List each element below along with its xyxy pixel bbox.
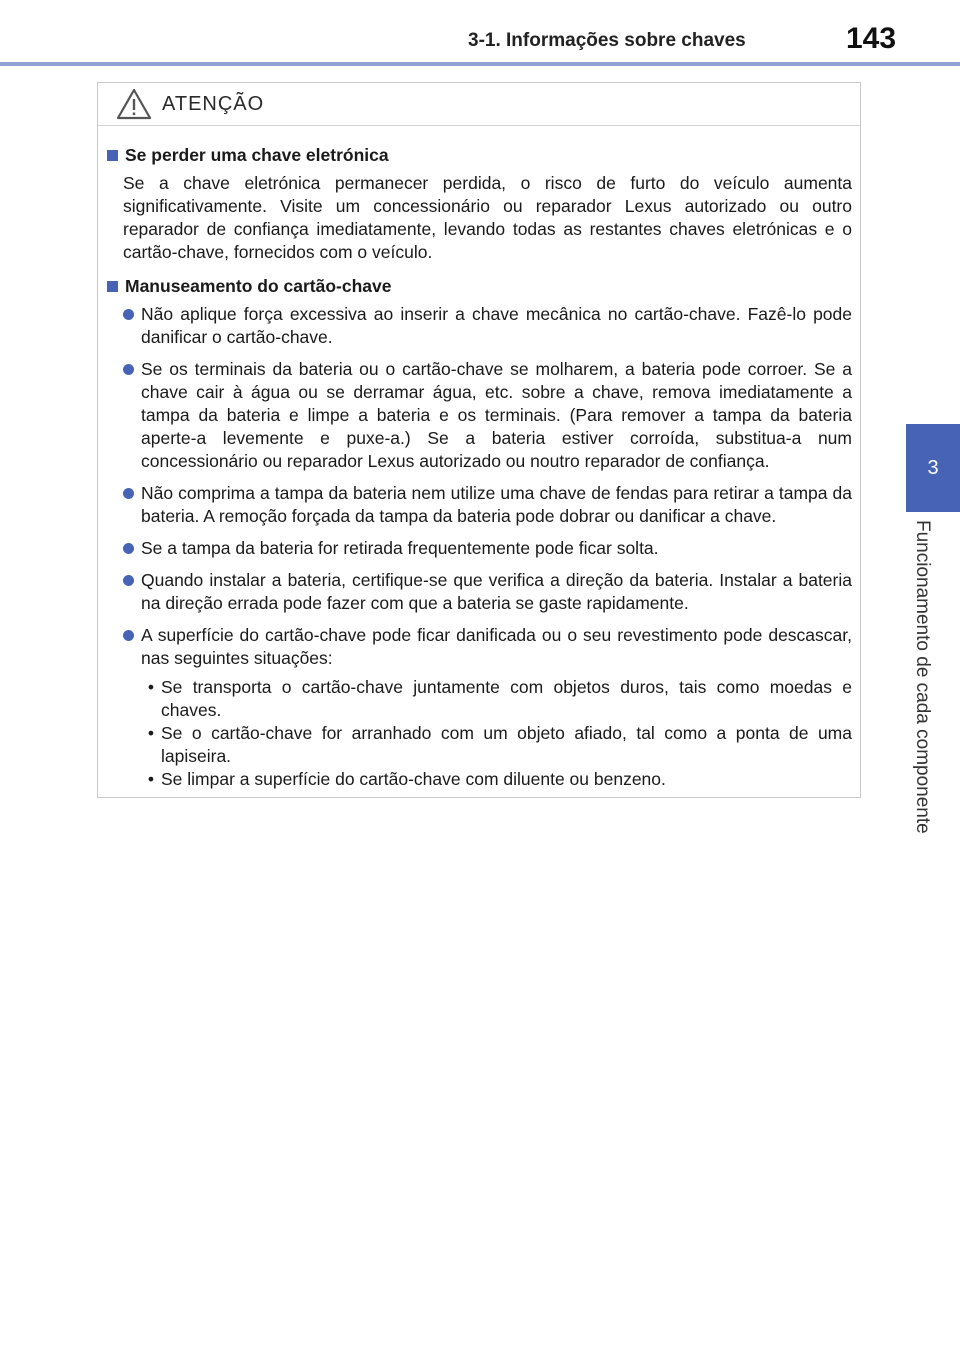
page-number: 143 xyxy=(846,22,897,55)
list-item xyxy=(123,303,852,349)
sub-list-item xyxy=(141,676,852,722)
section-heading xyxy=(106,275,852,298)
circle-bullet-icon xyxy=(123,630,134,641)
sub-bullet-mark: • xyxy=(147,677,155,697)
square-bullet-icon xyxy=(107,150,118,161)
list-item xyxy=(123,537,852,560)
list-item xyxy=(123,358,852,473)
list-item-text: Se a tampa da bateria for retirada frequentemente pode ficar solta. xyxy=(141,538,659,558)
list-item-text: Não aplique força excessiva ao inserir a chave mecânica no cartão-chave. Fazê-lo pode danificar o cartão-chave. xyxy=(141,304,852,347)
circle-bullet-icon xyxy=(123,575,134,586)
chapter-label: Funcionamento de cada componente xyxy=(912,520,933,834)
section-heading-text: Manuseamento do cartão-chave xyxy=(125,276,392,296)
list-item-text: Não comprima a tampa da bateria nem utilize uma chave de fendas para retirar a tampa da bateria. A remoção forçada da tampa da bateria pode dobrar ou danificar a chave. xyxy=(141,483,852,526)
sub-bullet-mark: • xyxy=(147,723,155,743)
chapter-number: 3 xyxy=(927,456,939,479)
warning-body xyxy=(98,126,860,791)
list-item-content xyxy=(141,624,852,791)
warning-header xyxy=(98,83,860,126)
sub-list-item xyxy=(141,722,852,768)
header-rule xyxy=(0,62,960,66)
list-item xyxy=(123,482,852,528)
section-heading-text: Se perder uma chave eletrónica xyxy=(125,145,389,165)
sub-list xyxy=(141,676,852,791)
section-title: 3-1. Informações sobre chaves xyxy=(468,30,746,51)
circle-bullet-icon xyxy=(123,543,134,554)
sub-list-item-text: Se o cartão-chave for arranhado com um objeto afiado, tal como a ponta de uma lapiseira. xyxy=(161,723,852,766)
sub-bullet-mark: • xyxy=(147,769,155,789)
sub-list-item-text: Se transporta o cartão-chave juntamente com objetos duros, tais como moedas e chaves. xyxy=(161,677,852,720)
sub-list-item xyxy=(141,768,852,791)
circle-bullet-icon xyxy=(123,364,134,375)
list-item-text: Quando instalar a bateria, certifique-se que verifica a direção da bateria. Instalar a bateria na direção errada pode fazer com que a bateria se gaste rapidamente. xyxy=(141,570,852,613)
circle-bullet-icon xyxy=(123,309,134,320)
square-bullet-icon xyxy=(107,281,118,292)
list-item xyxy=(123,569,852,615)
list-item-text: Se os terminais da bateria ou o cartão-chave se molharem, a bateria pode corroer. Se a chave cair à água ou se derramar água, etc. sobre a chave, remova imediatamente a tampa da bateria e limpe a bateria e os terminais. (Para remover a tampa da bateria aperte-a levemente e puxe-a.) Se a bateria estiver corroída, substitua-a num concessionário ou reparador Lexus autorizado ou noutro reparador de confiança. xyxy=(141,359,852,471)
circle-bullet-icon xyxy=(123,488,134,499)
list-item xyxy=(123,624,852,791)
sub-list-item-text: Se limpar a superfície do cartão-chave com diluente ou benzeno. xyxy=(161,769,666,789)
list-item-text: A superfície do cartão-chave pode ficar danificada ou o seu revestimento pode descascar, nas seguintes situações: xyxy=(141,625,852,668)
warning-title: ATENÇÃO xyxy=(162,92,265,115)
section-paragraph: Se a chave eletrónica permanecer perdida, o risco de furto do veículo aumenta significativamente. Visite um concessionário ou reparador Lexus autorizado ou outro reparador de confiança imediatamente, levando todas as restantes chaves eletrónicas e o cartão-chave, fornecidos com o veículo. xyxy=(123,173,852,262)
warning-triangle-icon xyxy=(116,88,152,120)
chapter-tab xyxy=(906,424,960,512)
section-heading xyxy=(106,144,852,167)
warning-box xyxy=(97,82,861,798)
